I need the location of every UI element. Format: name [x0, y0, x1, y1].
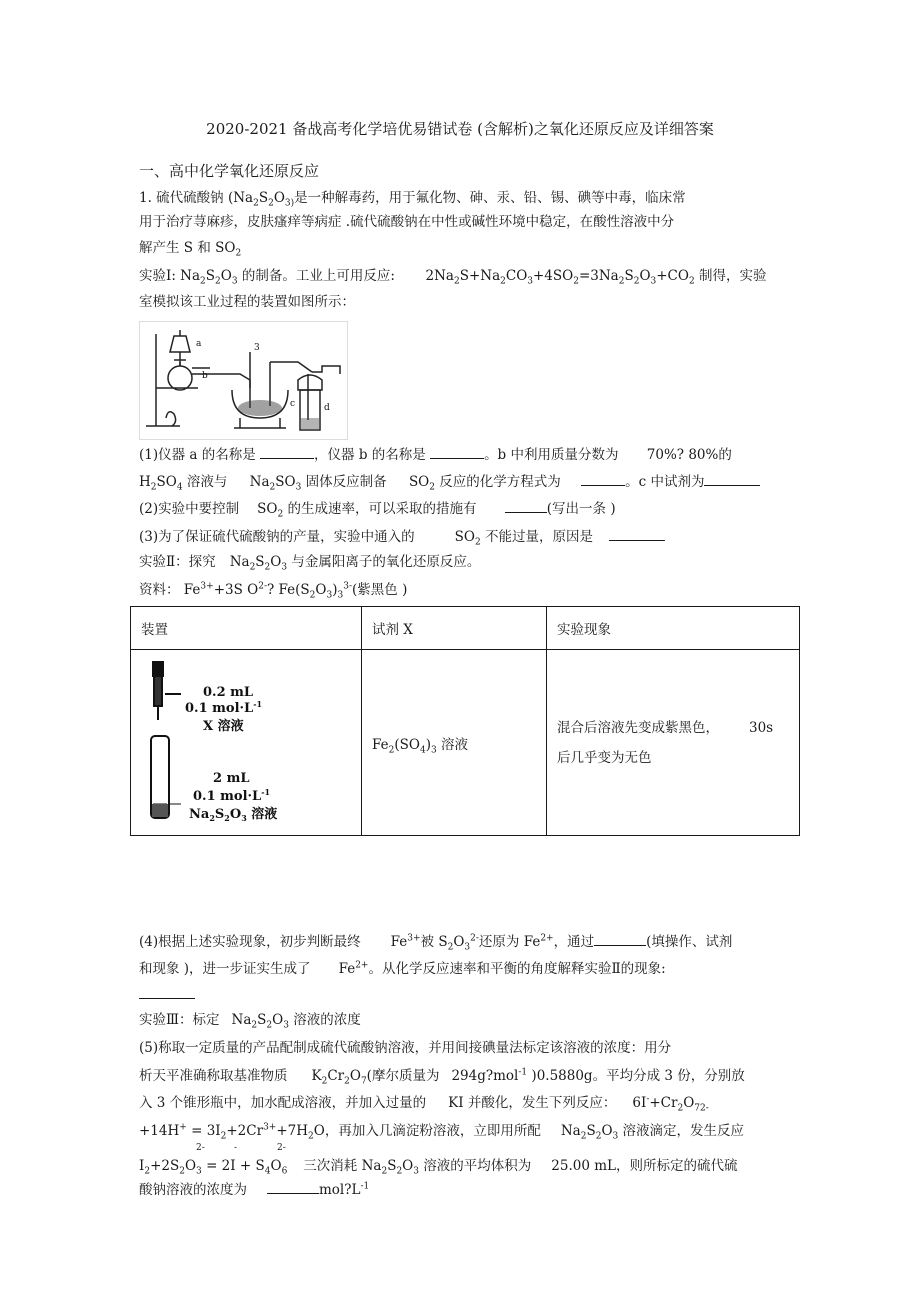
label-d: d — [324, 403, 330, 413]
answer-blank[interactable] — [267, 1181, 319, 1194]
dropper-solution: X 溶液 — [203, 718, 244, 734]
dropper-tube-figure — [141, 656, 311, 832]
experiment-table — [130, 606, 800, 836]
experiment-2-line: 实验Ⅱ：探究 $Na_2S_2O_3$ 与金属阳离子的氧化还原反应。 — [139, 554, 481, 573]
apparatus-cell — [131, 650, 362, 836]
charge-2-minus-1: 2- — [196, 1143, 205, 1153]
answer-blank[interactable] — [505, 500, 547, 513]
label-b: b — [202, 371, 208, 381]
question-4-line-2: 和现象 )，进一步证实生成了 $Fe^{2+}$。从化学反应速率和平衡的角度解释实验Ⅱ的现象: — [139, 960, 666, 977]
answer-blank[interactable] — [609, 528, 665, 541]
question-5-line-2: 析天平准确称取基准物质 $K_2Cr_2O_7$(摩尔质量为 294g?mol$^{-1}$ )0.5880g。平均分成 3 份，分别放 — [139, 1067, 745, 1087]
question-5-line-3: 入 3 个锥形瓶中，加水配成溶液，并加入过量的 KI 并酸化，发生下列反应： $6I^-+Cr_2O_{72-}$ — [139, 1094, 709, 1114]
label-c: c — [290, 399, 296, 409]
question-2: (2)实验中要控制 $SO_2$ 的生成速率，可以采取的措施有 (写出一条 ) — [139, 501, 616, 520]
table-header-cell: 实验现象 — [547, 607, 800, 650]
answer-blank[interactable] — [430, 446, 484, 459]
question-5-line-4: $+14H^+ = 3I_2+2Cr^{3+}+7H_2O$，再加入几滴淀粉溶液，立即用所配 $Na_2S_2O_3$ 溶液滴定，发生反应 — [139, 1122, 745, 1142]
table-header-row — [131, 607, 800, 650]
question-5-line-5: $I_2+2S_2O_3 = 2I + S_4O_6$ 三次消耗 $Na_2S_2O_3$ 溶液的平均体积为 25.00 mL，则所标定的硫代硫 — [139, 1158, 738, 1177]
intro-line-2: 用于治疗荨麻疹，皮肤瘙痒等病症 .硫代硫酸钠在中性或碱性环境中稳定，在酸性溶液中分 — [139, 214, 675, 230]
charge-2-minus-2: 2- — [277, 1143, 286, 1153]
label-a: a — [196, 339, 202, 349]
intro-line-1: 1. 硫代硫酸钠 ($Na_2S_2O_{3)}$是一种解毒药，用于氟化物、砷、汞、铅、锡、碘等中毒，临床常 — [139, 190, 686, 209]
label-3: 3 — [254, 343, 260, 353]
apparatus-figure — [139, 321, 348, 440]
section-heading: 一、高中化学氧化还原反应 — [139, 162, 320, 180]
answer-blank[interactable] — [704, 473, 760, 486]
question-5-line-1: (5)称取一定质量的产品配制成硫代硫酸钠溶液，并用间接碘量法标定该溶液的浓度：用分 — [139, 1040, 672, 1056]
question-5-line-6: 酸钠溶液的浓度为 $mol?L^{-1}$ — [139, 1181, 370, 1198]
table-row — [131, 650, 800, 836]
question-1-line-1: (1)仪器 a 的名称是 ，仪器 b 的名称是 。b 中利用质量分数为 70%? 80%的 — [139, 447, 732, 463]
experiment-1-line: 实验Ⅰ: $Na_2S_2O_3$ 的制备。工业上可用反应: $2Na_2S+Na_2CO_3+4SO_2=3Na_2S_2O_3+CO_2$ 制得，实验 — [139, 268, 767, 287]
charge-minus: - — [234, 1143, 238, 1153]
answer-blank[interactable] — [139, 998, 195, 999]
table-header-cell: 装置 — [131, 607, 362, 650]
answer-blank[interactable] — [260, 446, 314, 459]
experiment-1-line-2: 室模拟该工业过程的装置如图所示： — [139, 294, 355, 310]
reference-equation: 资料： $Fe^{3+}+3S$ $O^{2-}$? $Fe(S_2O_3)_3^{3-}$(紫黑色 ) — [139, 581, 408, 601]
dropper-conc: 0.1 $mol\cdot L^{-1}$ — [185, 698, 263, 716]
answer-blank[interactable] — [594, 933, 646, 946]
table-header-cell: 试剂 X — [362, 607, 547, 650]
tube-volume: 2 mL — [213, 770, 250, 786]
intro-line-3: 解产生 S 和 $SO_2$ — [139, 240, 242, 259]
tube-conc: 0.1 $mol\cdot L^{-1}$ — [193, 786, 271, 804]
question-3: (3)为了保证硫代硫酸钠的产量，实验中通入的 $SO_2$ 不能过量，原因是 — [139, 528, 665, 546]
answer-blank[interactable] — [581, 473, 625, 486]
experiment-3-line: 实验Ⅲ：标定 $Na_2S_2O_3$ 溶液的浓度 — [139, 1012, 361, 1031]
tube-solution: $Na_2S_2O_3$ 溶液 — [189, 806, 278, 823]
reagent-cell: $Fe_2(SO_4)_3$ 溶液 — [362, 650, 547, 836]
page-title: 2020-2021 备战高考化学培优易错试卷 (含解析)之氧化还原反应及详细答案 — [206, 120, 714, 138]
dropper-volume: 0.2 mL — [203, 684, 254, 700]
question-1-line-2: $H_2SO_4$ 溶液与 $Na_2SO_3$ 固体反应制备 $SO_2$ 反应的化学方程式为 。c 中试剂为 — [139, 473, 760, 491]
question-4-line-1: (4)根据上述实验现象，初步判断最终 $Fe^{3+}$被 $S_2O_3^{2-}$还原为 $Fe^{2+}$，通过 (填操作、试剂 — [139, 933, 733, 953]
phenomenon-cell: 混合后溶液先变成紫黑色， 30s 后几乎变为无色 — [547, 650, 800, 836]
